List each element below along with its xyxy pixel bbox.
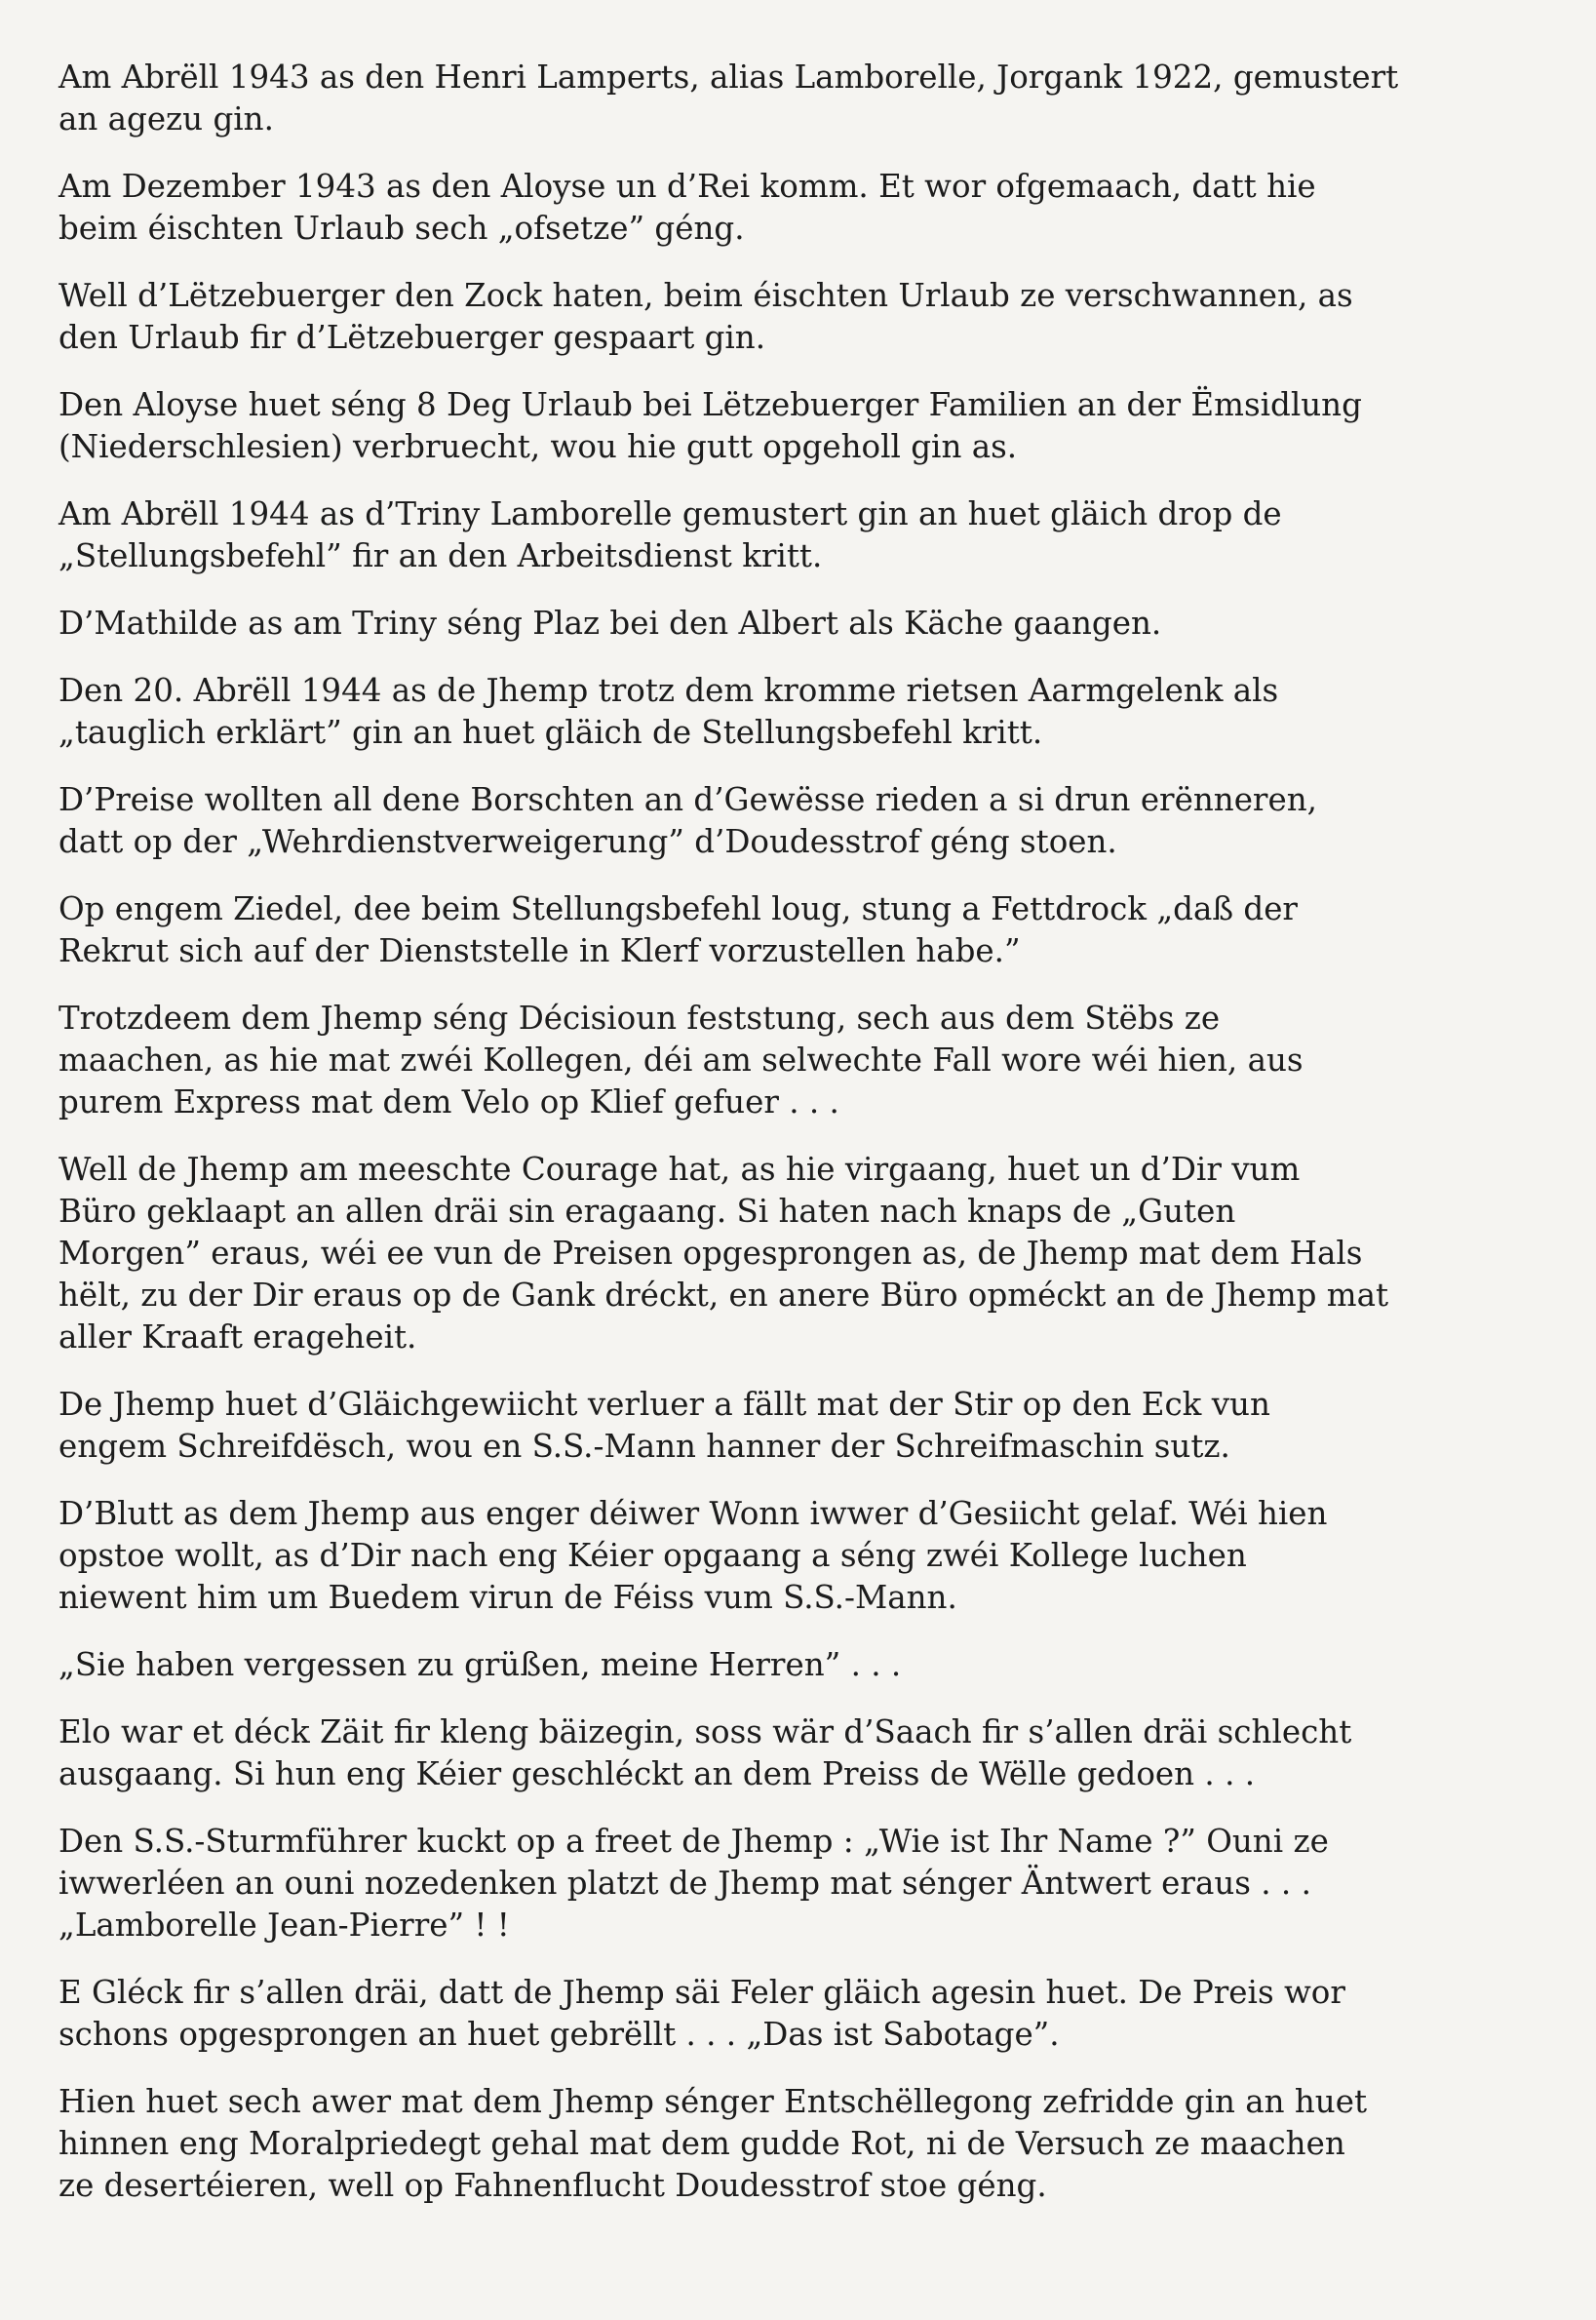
text-line: „Sie haben vergessen zu grüßen, meine Herren” . . . bbox=[58, 1646, 902, 1683]
text-line: hëlt, zu der Dir eraus op de Gank dréckt, en anere Büro opméckt an de Jhemp mat bbox=[58, 1277, 1389, 1314]
text-line: maachen, as hie mat zwéi Kollegen, déi am selwechte Fall wore wéi hien, aus bbox=[58, 1042, 1304, 1079]
paragraph bbox=[58, 1493, 1492, 1619]
text-line: Am Abrëll 1943 as den Henri Lamperts, alias Lamborelle, Jorgank 1922, gemustert bbox=[58, 59, 1399, 96]
paragraph bbox=[58, 998, 1492, 1123]
text-line: Trotzdeem dem Jhemp séng Décisioun feststung, sech aus dem Stëbs ze bbox=[58, 1000, 1221, 1037]
paragraph bbox=[58, 1821, 1492, 1946]
text-line: E Gléck fir s’allen dräi, datt de Jhemp säi Feler gläich agesin huet. De Preis wor bbox=[58, 1974, 1345, 2011]
text-line: aller Kraaft erageheit. bbox=[58, 1318, 417, 1356]
paragraph bbox=[58, 1384, 1492, 1468]
text-line: Morgen” eraus, wéi ee vun de Preisen opgesprongen as, de Jhemp mat dem Hals bbox=[58, 1235, 1363, 1272]
text-line: purem Express mat dem Velo op Klief gefuer . . . bbox=[58, 1083, 839, 1121]
paragraph bbox=[58, 779, 1492, 863]
paragraph bbox=[58, 384, 1492, 468]
text-line: (Niederschlesien) verbruecht, wou hie gutt opgeholl gin as. bbox=[58, 428, 1018, 465]
paragraph bbox=[58, 1972, 1492, 2056]
text-line: engem Schreifdësch, wou en S.S.-Mann hanner der Schreifmaschin sutz. bbox=[58, 1428, 1230, 1465]
text-line: Am Dezember 1943 as den Aloyse un d’Rei komm. Et wor ofgemaach, datt hie bbox=[58, 168, 1316, 205]
paragraph bbox=[58, 1711, 1492, 1795]
text-line: „Stellungsbefehl” fir an den Arbeitsdienst kritt. bbox=[58, 537, 823, 574]
paragraph bbox=[58, 1644, 1492, 1686]
paragraph bbox=[58, 670, 1492, 754]
text-line: Op engem Ziedel, dee beim Stellungsbefehl loug, stung a Fettdrock „daß der bbox=[58, 890, 1298, 927]
paragraph bbox=[58, 275, 1492, 359]
text-line: an agezu gin. bbox=[58, 100, 274, 138]
text-line: schons opgesprongen an huet gebrëllt . . . „Das ist Sabotage”. bbox=[58, 2016, 1060, 2053]
text-line: opstoe wollt, as d’Dir nach eng Kéier opgaang a séng zwéi Kollege luchen bbox=[58, 1537, 1247, 1574]
text-line: D’Preise wollten all dene Borschten an d’Gewësse rieden a si drun erënneren, bbox=[58, 781, 1317, 818]
text-line: Den S.S.-Sturmführer kuckt op a freet de Jhemp : „Wie ist Ihr Name ?” Ouni ze bbox=[58, 1823, 1329, 1860]
text-line: Den Aloyse huet séng 8 Deg Urlaub bei Lëtzebuerger Familien an der Ëmsidlung bbox=[58, 386, 1362, 423]
text-line: D’Mathilde as am Triny séng Plaz bei den Albert als Käche gaangen. bbox=[58, 605, 1162, 642]
text-line: iwwerléen an ouni nozedenken platzt de Jhemp mat sénger Äntwert eraus . . . bbox=[58, 1865, 1311, 1902]
text-line: Well de Jhemp am meeschte Courage hat, as hie virgaang, huet un d’Dir vum bbox=[58, 1151, 1301, 1188]
text-line: Am Abrëll 1944 as d’Triny Lamborelle gemustert gin an huet gläich drop de bbox=[58, 495, 1282, 532]
text-line: den Urlaub fir d’Lëtzebuerger gespaart gin. bbox=[58, 319, 766, 356]
paragraph bbox=[58, 57, 1492, 140]
paragraph bbox=[58, 166, 1492, 250]
paragraph bbox=[58, 603, 1492, 645]
text-line: Rekrut sich auf der Dienststelle in Klerf vorzustellen habe.” bbox=[58, 932, 1021, 969]
text-line: „Lamborelle Jean-Pierre” ! ! bbox=[58, 1907, 510, 1944]
paragraph bbox=[58, 1149, 1492, 1358]
document-page bbox=[58, 57, 1492, 2232]
text-line: beim éischten Urlaub sech „ofsetze” géng. bbox=[58, 210, 745, 247]
text-line: hinnen eng Moralpriedegt gehal mat dem gudde Rot, ni de Versuch ze maachen bbox=[58, 2125, 1345, 2162]
text-line: ze desertéieren, well op Fahnenflucht Doudesstrof stoe géng. bbox=[58, 2167, 1047, 2204]
text-line: niewent him um Buedem virun de Féiss vum S.S.-Mann. bbox=[58, 1579, 957, 1616]
text-line: Hien huet sech awer mat dem Jhemp sénger Entschëllegong zefridde gin an huet bbox=[58, 2083, 1368, 2120]
text-line: De Jhemp huet d’Gläichgewiicht verluer a fällt mat der Stir op den Eck vun bbox=[58, 1386, 1270, 1423]
text-line: D’Blutt as dem Jhemp aus enger déiwer Wonn iwwer d’Gesiicht gelaf. Wéi hien bbox=[58, 1495, 1328, 1532]
text-line: datt op der „Wehrdienstverweigerung” d’Doudesstrof géng stoen. bbox=[58, 823, 1117, 860]
paragraph bbox=[58, 888, 1492, 972]
paragraph bbox=[58, 2081, 1492, 2207]
text-line: ausgaang. Si hun eng Kéier geschléckt an dem Preiss de Wëlle gedoen . . . bbox=[58, 1755, 1256, 1792]
paragraph bbox=[58, 493, 1492, 577]
text-line: Well d’Lëtzebuerger den Zock haten, beim éischten Urlaub ze verschwannen, as bbox=[58, 277, 1353, 314]
text-line: Elo war et déck Zäit fir kleng bäizegin, soss wär d’Saach fir s’allen dräi schlecht bbox=[58, 1713, 1352, 1750]
text-line: Den 20. Abrëll 1944 as de Jhemp trotz dem kromme rietsen Aarmgelenk als bbox=[58, 672, 1279, 709]
text-line: „tauglich erklärt” gin an huet gläich de Stellungsbefehl kritt. bbox=[58, 714, 1043, 751]
text-line: Büro geklaapt an allen dräi sin eragaang. Si haten nach knaps de „Guten bbox=[58, 1193, 1236, 1230]
